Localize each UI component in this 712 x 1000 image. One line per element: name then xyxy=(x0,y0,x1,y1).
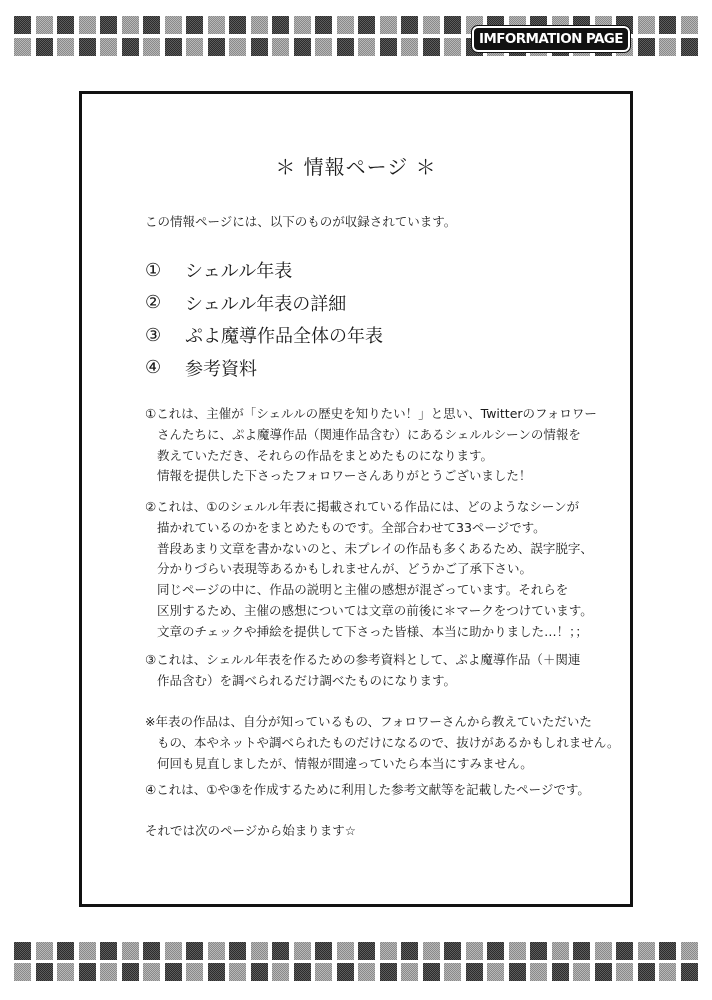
pattern-tile xyxy=(122,963,139,981)
pattern-tile xyxy=(681,942,698,960)
pattern-tile xyxy=(595,942,612,960)
paragraph-line: 情報を提供した下さったフォロワーさんありがとうございました！ xyxy=(157,468,532,484)
contents-label: ぷよ魔導作品全体の年表 xyxy=(185,326,383,348)
pattern-tile xyxy=(165,38,182,56)
pattern-tile xyxy=(36,963,53,981)
pattern-tile xyxy=(79,38,96,56)
pattern-tile xyxy=(380,942,397,960)
contents-number: ③ xyxy=(145,324,162,346)
pattern-tile xyxy=(143,942,160,960)
pattern-tile xyxy=(79,942,96,960)
pattern-tile xyxy=(444,963,461,981)
pattern-tile xyxy=(36,942,53,960)
pattern-tile xyxy=(36,16,53,34)
pattern-tile xyxy=(681,16,698,34)
pattern-tile xyxy=(315,942,332,960)
pattern-tile xyxy=(509,963,526,981)
pattern-tile xyxy=(638,38,655,56)
paragraph-references xyxy=(145,780,615,801)
pattern-tile xyxy=(358,963,375,981)
contents-label: シェルル年表の詳細 xyxy=(185,293,347,315)
pattern-tile xyxy=(466,942,483,960)
pattern-tile xyxy=(79,16,96,34)
pattern-tile xyxy=(423,16,440,34)
pattern-tile xyxy=(143,963,160,981)
paragraph-details xyxy=(145,497,615,643)
pattern-tile xyxy=(57,38,74,56)
paragraph-timeline xyxy=(145,404,615,487)
pattern-tile xyxy=(57,942,74,960)
pattern-tile xyxy=(358,16,375,34)
paragraph-line: ※年表の作品は、自分が知っているもの、フォロワーさんから教えていただいた xyxy=(145,714,592,729)
contents-label: 参考資料 xyxy=(185,358,257,380)
pattern-tile xyxy=(251,16,268,34)
pattern-tile xyxy=(57,16,74,34)
paragraph-note xyxy=(145,712,620,774)
paragraph-line: ③これは、シェルル年表を作るための参考資料として、ぷよ魔導作品（＋関連 xyxy=(145,652,581,667)
pattern-tile xyxy=(315,963,332,981)
pattern-tile xyxy=(487,963,504,981)
pattern-tile xyxy=(143,16,160,34)
contents-item xyxy=(145,287,383,320)
pattern-tile xyxy=(423,942,440,960)
pattern-tile xyxy=(380,38,397,56)
pattern-tile xyxy=(251,38,268,56)
pattern-row xyxy=(14,942,700,960)
pattern-tile xyxy=(186,963,203,981)
pattern-tile xyxy=(122,38,139,56)
pattern-tile xyxy=(530,942,547,960)
pattern-tile xyxy=(530,963,547,981)
pattern-tile xyxy=(100,963,117,981)
pattern-tile xyxy=(186,16,203,34)
pattern-tile xyxy=(294,16,311,34)
paragraph-line: 作品含む）を調べられるだけ調べたものになります。 xyxy=(157,672,457,688)
pattern-tile xyxy=(681,38,698,56)
pattern-tile xyxy=(14,963,31,981)
pattern-tile xyxy=(36,38,53,56)
contents-label: シェルル年表 xyxy=(185,261,293,283)
pattern-tile xyxy=(638,942,655,960)
paragraph-line: 分かりづらい表現等あるかもしれませんが、どうかご了承下さい。 xyxy=(157,561,533,577)
paragraph-line: 普段あまり文章を書かないのと、未プレイの作品も多くあるため、誤字脱字、 xyxy=(157,540,593,556)
pattern-tile xyxy=(229,942,246,960)
pattern-tile xyxy=(401,942,418,960)
paragraph-line: 何回も見直しましたが、情報が間違っていたら本当にすみません。 xyxy=(157,755,533,771)
paragraph-line: 同じページの中に、作品の説明と主催の感想が混ざっています。それらを xyxy=(157,582,569,598)
contents-number: ① xyxy=(145,259,162,281)
contents-number: ② xyxy=(145,292,162,314)
pattern-tile xyxy=(272,38,289,56)
pattern-tile xyxy=(337,963,354,981)
pattern-tile xyxy=(294,38,311,56)
paragraph-line: ①これは、主催が「シェルルの歴史を知りたい！」と思い、Twitterのフォロワー xyxy=(145,406,597,421)
paragraph-line: 文章のチェックや挿絵を提供して下さった皆様、本当に助かりました…！；； xyxy=(157,623,588,639)
pattern-row xyxy=(14,963,700,981)
paragraph-overall-timeline xyxy=(145,650,615,692)
pattern-tile xyxy=(616,963,633,981)
pattern-tile xyxy=(229,16,246,34)
pattern-tile xyxy=(401,38,418,56)
pattern-tile xyxy=(380,963,397,981)
pattern-tile xyxy=(294,942,311,960)
pattern-tile xyxy=(444,38,461,56)
pattern-tile xyxy=(100,16,117,34)
pattern-tile xyxy=(423,963,440,981)
pattern-tile xyxy=(165,942,182,960)
contents-item xyxy=(145,254,383,287)
pattern-tile xyxy=(186,38,203,56)
pattern-tile xyxy=(552,942,569,960)
paragraph-line: ②これは、①のシェルル年表に掲載されている作品には、どのようなシーンが xyxy=(145,499,580,514)
contents-item xyxy=(145,352,383,385)
pattern-tile xyxy=(122,942,139,960)
pattern-tile xyxy=(229,963,246,981)
pattern-tile xyxy=(616,942,633,960)
bottom-pattern-band xyxy=(14,942,700,986)
pattern-tile xyxy=(401,963,418,981)
pattern-tile xyxy=(208,16,225,34)
pattern-tile xyxy=(638,16,655,34)
information-page-label: IMFORMATION PAGE xyxy=(472,26,630,52)
pattern-tile xyxy=(186,942,203,960)
pattern-tile xyxy=(143,38,160,56)
pattern-tile xyxy=(294,963,311,981)
pattern-tile xyxy=(57,963,74,981)
paragraph-line: それでは次のページから始まります☆ xyxy=(145,823,356,838)
pattern-tile xyxy=(509,942,526,960)
contents-number: ④ xyxy=(145,357,162,379)
pattern-tile xyxy=(358,942,375,960)
paragraph-line: 区別するため、主催の感想については文章の前後に＊マークをつけています。 xyxy=(157,602,593,618)
paragraph-line: 描かれているのかをまとめたものです。全部合わせて33ページです。 xyxy=(157,519,546,535)
pattern-tile xyxy=(552,963,569,981)
pattern-tile xyxy=(272,16,289,34)
pattern-tile xyxy=(466,963,483,981)
pattern-tile xyxy=(208,963,225,981)
pattern-tile xyxy=(659,942,676,960)
pattern-tile xyxy=(337,38,354,56)
pattern-tile xyxy=(337,942,354,960)
pattern-tile xyxy=(595,963,612,981)
pattern-tile xyxy=(229,38,246,56)
pattern-tile xyxy=(251,963,268,981)
pattern-tile xyxy=(14,16,31,34)
pattern-tile xyxy=(659,38,676,56)
intro-text: この情報ページには、以下のものが収録されています。 xyxy=(145,214,457,229)
contents-item xyxy=(145,319,383,352)
paragraph-line: さんたちに、ぷよ魔導作品（関連作品含む）にあるシェルルシーンの情報を xyxy=(157,426,581,442)
pattern-tile xyxy=(100,942,117,960)
pattern-tile xyxy=(444,942,461,960)
page-title: ＊ 情報ページ ＊ xyxy=(275,155,437,179)
pattern-tile xyxy=(208,942,225,960)
pattern-tile xyxy=(337,16,354,34)
pattern-tile xyxy=(251,942,268,960)
paragraph-line: ④これは、①や③を作成するために利用した参考文献等を記載したページです。 xyxy=(145,782,590,797)
paragraph-closing xyxy=(145,821,615,842)
pattern-tile xyxy=(681,963,698,981)
pattern-tile xyxy=(79,963,96,981)
pattern-tile xyxy=(14,38,31,56)
pattern-tile xyxy=(659,963,676,981)
pattern-tile xyxy=(423,38,440,56)
pattern-tile xyxy=(573,942,590,960)
paragraph-line: 教えていただき、それらの作品をまとめたものになります。 xyxy=(157,447,494,463)
pattern-tile xyxy=(401,16,418,34)
pattern-tile xyxy=(380,16,397,34)
info-frame xyxy=(79,91,633,907)
pattern-tile xyxy=(444,16,461,34)
pattern-tile xyxy=(358,38,375,56)
pattern-tile xyxy=(638,963,655,981)
pattern-tile xyxy=(14,942,31,960)
pattern-tile xyxy=(272,963,289,981)
contents-list xyxy=(145,254,383,384)
pattern-tile xyxy=(659,16,676,34)
pattern-tile xyxy=(100,38,117,56)
pattern-tile xyxy=(272,942,289,960)
paragraph-line: もの、本やネットや調べられたものだけになるので、抜けがあるかもしれません。 xyxy=(157,734,620,750)
pattern-tile xyxy=(165,963,182,981)
pattern-tile xyxy=(315,16,332,34)
pattern-tile xyxy=(315,38,332,56)
pattern-tile xyxy=(122,16,139,34)
pattern-tile xyxy=(573,963,590,981)
pattern-tile xyxy=(165,16,182,34)
pattern-tile xyxy=(208,38,225,56)
pattern-tile xyxy=(487,942,504,960)
